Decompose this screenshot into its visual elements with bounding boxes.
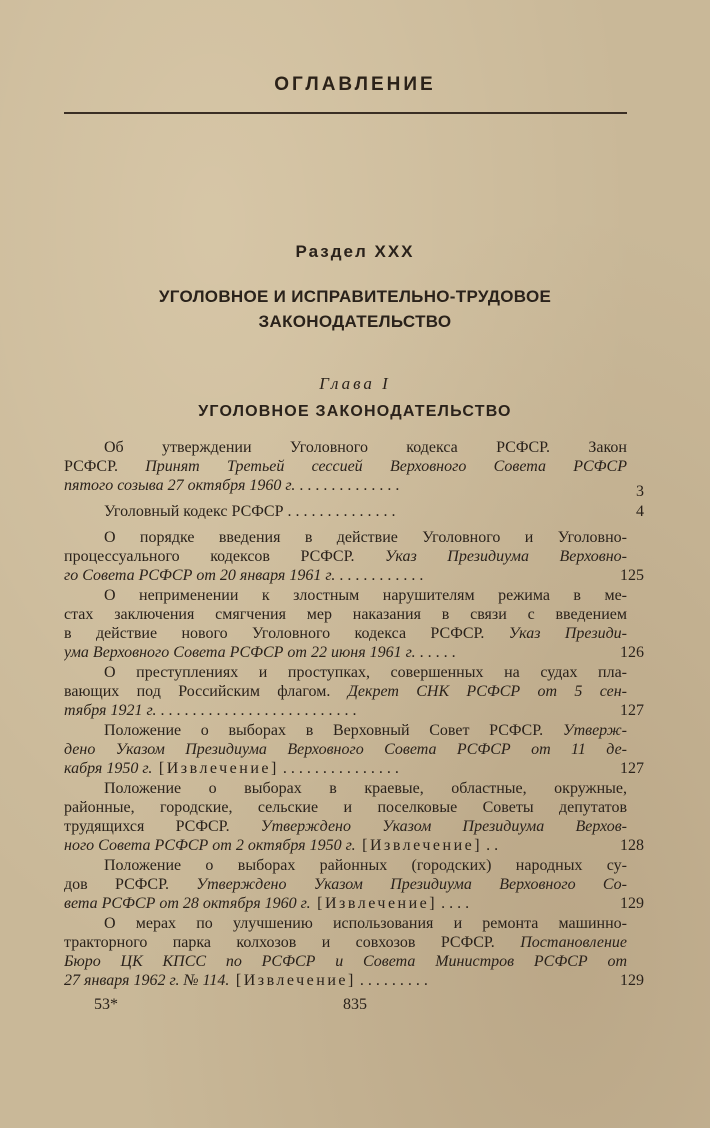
section-title-line1: УГОЛОВНОЕ И ИСПРАВИТЕЛЬНО-ТРУДОВОЕ [158,287,552,306]
entry-source: Утверж- [562,722,627,739]
toc-entry[interactable] [64,856,644,913]
toc-entry[interactable] [64,914,644,990]
entry-line [64,547,627,566]
entry-line: О порядке введения в действие Уголовного и Уголовно- [104,529,627,546]
entry-line: О мерах по улучшению использования и ремонта машинно- [104,915,627,932]
excerpt-tag: [Извлечение] [310,895,438,912]
entry-source: Постановление [520,934,627,951]
excerpt-tag: [Извлечение] [152,760,279,777]
entry-source: 27 января 1962 г. № 114. [64,972,230,989]
entry-source: Указ Президиума Верховно- [385,548,627,565]
entry-page-number: 129 [620,895,644,912]
entry-line [64,643,604,662]
entry-line [64,457,627,476]
leader-dots: . . . . . . . . . . . [335,567,424,584]
entry-source: вета РСФСР от 28 октября 1960 г. [64,895,311,912]
entry-text: Уголовный кодекс РСФСР [104,503,284,520]
toc-entry[interactable] [64,528,644,585]
page-number: 835 [343,996,367,1013]
printer-signature: 53* [94,996,118,1013]
entry-line: Положение о выборах в краевые, областные, окружные, [104,780,627,797]
entry-page-number: 125 [620,567,644,584]
entry-line [64,759,604,778]
chapter-title: УГОЛОВНОЕ ЗАКОНОДАТЕЛЬСТВО [198,403,512,420]
header-rule [64,112,627,114]
entry-line [64,682,627,701]
toc-entry[interactable] [64,438,644,500]
leader-dots: . . . . . . . . . . . . . [295,477,400,494]
leader-dots: . . . . . . . . . . . . . . . . . . . . . . . . . [156,702,357,719]
entry-line: районные, городские, сельские и поселковые Советы депутатов [64,799,627,816]
entry-line [64,502,644,521]
entry-line: Положение о выборах районных (городских) народных су- [104,857,627,874]
entry-line [64,817,627,836]
entry-line [64,875,627,894]
entry-line [64,624,627,643]
toc-entry[interactable] [64,721,644,778]
excerpt-tag: [Извлечение] [229,972,356,989]
entry-source: Утверждено Указом Президиума Верховного Со- [196,876,627,893]
entry-page-number: 4 [636,503,644,520]
entry-text: в действие нового Уголовного кодекса РСФСР. [64,625,509,642]
entry-source: кабря 1950 г. [64,760,153,777]
entry-line [64,476,604,495]
entry-line [64,971,604,990]
entry-line: Бюро ЦК КПСС по РСФСР и Совета Министров РСФСР от [64,953,627,970]
chapter-label: Глава I [319,374,391,393]
entry-line: О неприменении к злостным нарушителям режима в ме- [104,587,627,604]
entry-page-number: 127 [620,702,644,719]
entry-line [64,566,604,585]
toc-entry[interactable] [64,663,644,720]
entry-source: ума Верховного Совета РСФСР от 22 июня 1961 г. [64,644,416,661]
entry-source: Декрет СНК РСФСР от 5 сен- [347,683,627,700]
leader-dots: . . . . . . . . . . . . . . . [278,760,399,777]
entry-text: РСФСР. [64,458,146,475]
entry-line: Об утверждении Уголовного кодекса РСФСР. Закон [104,439,627,456]
entry-source: Утверждено Указом Президиума Верхов- [260,818,627,835]
leader-dots: . . . . . . . . . [355,972,428,989]
section-title-line2: ЗАКОНОДАТЕЛЬСТВО [258,312,452,331]
entry-source: Принят Третьей сессией Верховного Совета РСФСР [145,458,627,475]
entry-line [64,836,604,855]
entry-source: Указ Президи- [508,625,627,642]
entry-page-number: 126 [620,644,644,661]
section-label: Раздел XXX [295,242,415,261]
entry-line [64,894,604,913]
entry-source: го Совета РСФСР от 20 января 1961 г. [64,567,336,584]
entry-line: стах заключения смягчения мер наказания в связи с введением [64,606,627,623]
toc-title: ОГЛАВЛЕНИЕ [274,74,436,95]
entry-text: трудящихся РСФСР. [64,818,261,835]
entry-page-number: 127 [620,760,644,777]
leader-dots: . . . . . [415,644,456,661]
entry-line [64,721,627,740]
entry-text: процессуального кодексов РСФСР. [64,548,386,565]
toc-entry[interactable] [64,586,644,662]
leader-dots: . . . . [437,895,470,912]
entry-page-number: 3 [636,483,644,500]
entry-source: тября 1921 г. [64,702,157,719]
entry-source: пятого созыва 27 октября 1960 г. [64,477,296,494]
entry-text: Положение о выборах в Верховный Совет РСФСР. [104,722,563,739]
entry-source: ного Совета РСФСР от 2 октября 1950 г. [64,837,356,854]
entry-page-number: 128 [620,837,644,854]
entry-page-number: 129 [620,972,644,989]
leader-dots: . . [482,837,499,854]
entry-text: тракторного парка колхозов и совхозов РСФСР. [64,934,521,951]
excerpt-tag: [Извлечение] [355,837,483,854]
entry-line [64,701,604,720]
entry-text: дов РСФСР. [64,876,197,893]
entry-line [64,933,627,952]
section-title [120,284,590,334]
toc-entry[interactable] [64,779,644,855]
leader-dots: . . . . . . . . . . . . . . [283,503,396,520]
entry-line: дено Указом Президиума Верховного Совета РСФСР от 11 де- [64,741,627,758]
toc-entry[interactable] [64,502,644,521]
entry-line: О преступлениях и проступках, совершенных на судах пла- [104,664,627,681]
entry-text: вающих под Российским флагом. [64,683,348,700]
